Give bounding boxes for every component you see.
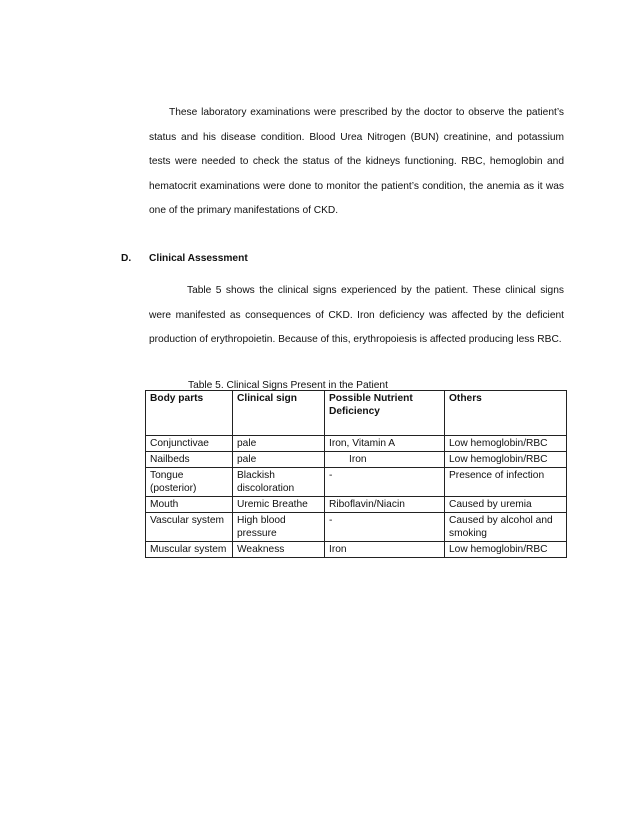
table-row: [146, 497, 567, 513]
table-cell: Caused by alcohol and smoking: [445, 513, 567, 542]
table-row: [146, 436, 567, 452]
table-cell: Iron: [325, 452, 445, 468]
table-cell: pale: [233, 436, 325, 452]
table-cell: -: [325, 513, 445, 542]
table-cell: Muscular system: [146, 542, 233, 558]
table-caption: Table 5. Clinical Signs Present in the Patient: [188, 380, 388, 391]
paragraph-clinical-signs-text: Table 5 shows the clinical signs experienced by the patient. These clinical signs were manifested as consequences of CKD. Iron deficiency was affected by the deficient production of erythropoietin. Because of this, erythropoiesis is affected producing less RBC.: [149, 285, 564, 345]
table-row: [146, 468, 567, 497]
table-cell: Mouth: [146, 497, 233, 513]
table-cell: High blood pressure: [233, 513, 325, 542]
table-cell: Weakness: [233, 542, 325, 558]
paragraph-lab-exams: [149, 101, 564, 224]
table-cell: Presence of infection: [445, 468, 567, 497]
table-cell: Riboflavin/Niacin: [325, 497, 445, 513]
section-title: Clinical Assessment: [149, 253, 248, 264]
table-cell: Low hemoglobin/RBC: [445, 542, 567, 558]
header-nutrient-deficiency: Possible Nutrient Deficiency: [325, 391, 445, 436]
table-cell: -: [325, 468, 445, 497]
table-row: [146, 513, 567, 542]
header-body-parts: Body parts: [146, 391, 233, 436]
table-row: [146, 452, 567, 468]
section-letter: D.: [121, 253, 132, 264]
clinical-signs-table: [145, 390, 567, 558]
table-header-row: [146, 391, 567, 436]
section-heading: [121, 253, 248, 264]
paragraph-clinical-signs: [149, 279, 564, 353]
header-clinical-sign: Clinical sign: [233, 391, 325, 436]
table-row: [146, 542, 567, 558]
table-cell: Tongue (posterior): [146, 468, 233, 497]
table-cell: Iron: [325, 542, 445, 558]
table-cell: pale: [233, 452, 325, 468]
table-cell: Nailbeds: [146, 452, 233, 468]
table-cell: Caused by uremia: [445, 497, 567, 513]
table-cell: Conjunctivae: [146, 436, 233, 452]
table-cell: Low hemoglobin/RBC: [445, 436, 567, 452]
paragraph-lab-exams-text: These laboratory examinations were prescribed by the doctor to observe the patient’s status and his disease condition. Blood Urea Nitrogen (BUN) creatinine, and potassium tests were needed to check the status of the kidneys functioning. RBC, hemoglobin and hematocrit examinations were done to monitor the patient’s condition, the anemia as it was one of the primary manifestations of CKD.: [149, 107, 564, 216]
table-cell: Low hemoglobin/RBC: [445, 452, 567, 468]
table-cell: Iron, Vitamin A: [325, 436, 445, 452]
table-cell: Vascular system: [146, 513, 233, 542]
header-others: Others: [445, 391, 567, 436]
table-cell: Uremic Breathe: [233, 497, 325, 513]
table-cell: Blackish discoloration: [233, 468, 325, 497]
